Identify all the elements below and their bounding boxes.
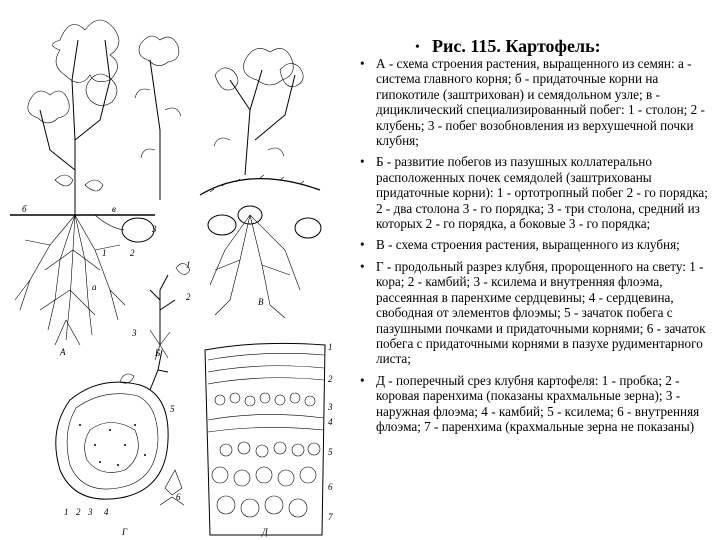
label-A-2: 2 xyxy=(130,248,135,258)
title-bullet: • xyxy=(415,40,420,55)
label-G-2: 2 xyxy=(76,507,81,517)
label-A: А xyxy=(60,347,66,357)
panel-a-plant xyxy=(10,20,181,345)
label-G-1: 1 xyxy=(64,507,69,517)
label-D-6: 6 xyxy=(328,482,333,492)
caption-bullet: • xyxy=(360,258,365,274)
caption-item-b xyxy=(360,154,716,231)
label-b-small: б xyxy=(22,204,27,214)
caption-text-v: В - схема строения растения, выращенного из клубня; xyxy=(376,237,680,253)
label-B-3: 3 xyxy=(132,328,137,338)
caption-bullet: • xyxy=(360,372,365,388)
label-G: Г xyxy=(122,527,128,537)
caption-item-v xyxy=(360,237,716,252)
caption-item-g xyxy=(360,259,716,367)
label-G-4: 4 xyxy=(104,507,109,517)
caption-bullet: • xyxy=(360,237,365,253)
caption-item-d xyxy=(360,373,716,435)
label-D-1: 1 xyxy=(328,342,333,352)
caption-text-a: А - схема строения растения, выращенного из семян: а - система главного корня; б - придаточные корни на гипокотиле (заштрихован) и семядольном узле; в - дициклический специализированный побег: 1 - столон; 2 - клубень; 3 - побег возобновления из верхушечной почки клубня; xyxy=(376,56,705,149)
label-v-small: в xyxy=(112,204,116,214)
panel-d-cross-section xyxy=(205,343,325,535)
figure-title: Рис. 115. Картофель: xyxy=(432,36,601,56)
label-G-3: 3 xyxy=(88,507,93,517)
label-a-small: а xyxy=(92,282,97,292)
label-B: Б xyxy=(155,348,161,358)
label-D-2: 2 xyxy=(328,374,333,384)
panel-b-seedling xyxy=(150,263,190,360)
caption-text-d: Д - поперечный срез клубня картофеля: 1 - пробка; 2 - коровая паренхима (показаны крахмальные зерна); 3 - наружная флоэма; 4 - камбий; 5 - ксилема; 6 - внутренняя флоэма; 7 - паренхима (крахмальные зерна не показаны) xyxy=(376,372,700,434)
label-D-4: 4 xyxy=(328,417,333,427)
label-G-6: 6 xyxy=(176,492,181,502)
label-A-1: 1 xyxy=(102,248,107,258)
label-D: Д xyxy=(262,527,268,537)
label-D-7: 7 xyxy=(328,512,333,522)
label-A-3: 3 xyxy=(152,224,157,234)
caption-bullet: • xyxy=(360,56,365,71)
caption-text-b: Б - развитие побегов из пазушных коллатерально расположенных почек семядолей (заштрихованы придаточные корни): 1 - ортотропный побег 2 - го порядка; 2 - два столона 3 - го порядка; 3 - три столона, средний из которых 2 - го порядка, а боковые 3 - го порядка; xyxy=(376,154,708,232)
label-V: В xyxy=(258,297,264,307)
caption-list xyxy=(360,56,716,440)
label-D-3: 3 xyxy=(328,402,333,412)
panel-g-tuber-section xyxy=(56,350,184,505)
caption-bullet: • xyxy=(360,154,365,170)
label-B-2: 2 xyxy=(186,292,191,302)
label-G-5: 5 xyxy=(170,404,175,414)
caption-item-a xyxy=(360,56,716,148)
label-D-5: 5 xyxy=(328,447,333,457)
panel-v-plant xyxy=(200,48,321,318)
caption-text-g: Г - продольный разрез клубня, пророщенного на свету: 1 - кора; 2 - камбий; 3 - ксилема и внутренняя флоэма, рассеянная в паренхиме сердцевины; 4 - сердцевина, свободная от элементов флоэмы; 5 - зачаток побега с пазушными почками и придаточными корнями; 6 - зачаток побега с придаточными корнями в пазухе рудиментарного листа; xyxy=(376,258,706,367)
label-B-1: 1 xyxy=(186,260,191,270)
